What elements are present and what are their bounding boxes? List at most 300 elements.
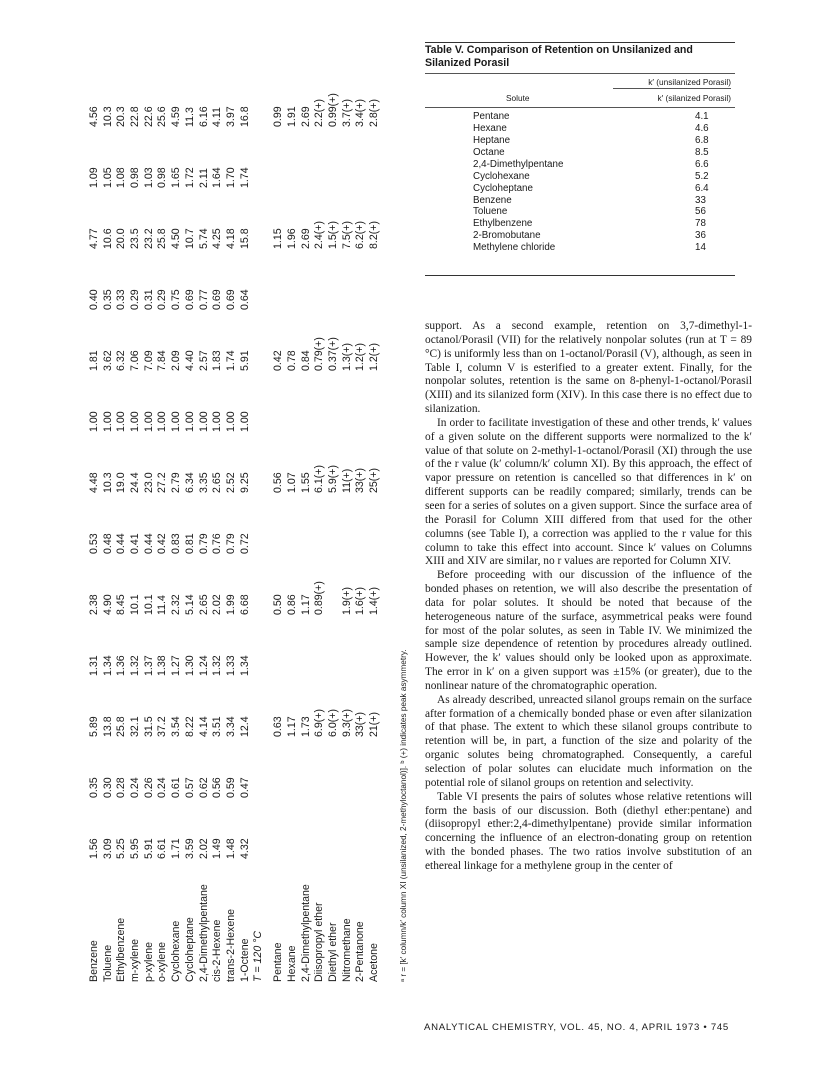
value-cell: 0.69 [211, 289, 224, 310]
value-cell: 2.09 [170, 350, 183, 371]
value-cell: 1.32 [129, 655, 142, 676]
rotated-table [88, 62, 408, 982]
solute-cell: trans-2-Hexene [224, 908, 237, 982]
value-cell: 0.24 [156, 777, 169, 798]
value-cell: 1.00 [238, 411, 251, 432]
value-cell: 1.9(+) [340, 587, 353, 615]
ratio-cell: 6.6 [695, 158, 709, 170]
value-cell: 11.4 [156, 595, 169, 615]
body-text [425, 320, 752, 1000]
table-v [425, 42, 735, 276]
value-cell [300, 127, 314, 188]
value-cell: 3.4(+) [354, 99, 367, 127]
table-row [425, 218, 735, 230]
table-footnote: ᵃ r = [k′ column/k′ column XI (unsilanized, 2-methyloctanol)]. ᵇ (+) indicates peak asymmetry. [398, 649, 408, 982]
value-cell: 6.9(+) [313, 709, 326, 737]
value-cell [272, 371, 286, 432]
value-cell: 10.6 [101, 228, 114, 249]
value-cell: 1.00 [170, 411, 183, 432]
header-unsilanized: k′ (unsilanized Porasil) [613, 77, 731, 89]
solute-cell: 1-Octene [238, 938, 251, 982]
value-cell [313, 615, 327, 676]
value-cell: 4.32 [238, 838, 251, 859]
value-cell: 0.79 [224, 533, 237, 554]
solute-cell: Methylene chloride [473, 242, 556, 254]
table-v-header [425, 73, 735, 108]
value-cell: 5.25 [115, 838, 128, 859]
value-cell: 7.5(+) [340, 221, 353, 249]
value-cell: 1.99 [224, 594, 237, 615]
value-cell: 1.34 [101, 655, 114, 676]
table-body-nonpolar [88, 62, 252, 982]
value-cell [300, 737, 314, 798]
value-cell [313, 127, 327, 188]
value-cell: 0.86 [285, 594, 298, 615]
value-cell: 0.44 [115, 533, 128, 554]
value-cell: 0.53 [88, 533, 100, 554]
table-row [425, 206, 735, 218]
table-row [354, 62, 368, 982]
value-cell [300, 249, 314, 310]
value-cell: 1.24 [197, 655, 210, 676]
ratio-cell: 4.6 [695, 123, 709, 135]
value-cell: 20.0 [115, 228, 128, 249]
table-row [368, 62, 382, 982]
value-cell: 1.00 [224, 411, 237, 432]
table-row [425, 147, 735, 159]
value-cell: 1.6(+) [354, 587, 367, 615]
value-cell [272, 737, 286, 798]
value-cell [313, 493, 327, 554]
value-cell: 22.8 [129, 106, 142, 127]
value-cell: 21(+) [368, 711, 381, 737]
solute-cell: Acetone [368, 943, 381, 982]
value-cell: 1.05 [101, 167, 114, 188]
value-cell: 1.09 [88, 167, 100, 188]
value-cell: 0.59 [224, 777, 237, 798]
value-cell: 5.89 [88, 716, 100, 737]
value-cell: 1.72 [183, 167, 196, 188]
value-cell: 10.1 [129, 594, 142, 615]
value-cell: 0.61 [170, 777, 183, 798]
value-cell [272, 493, 286, 554]
solute-cell: Pentane [272, 942, 285, 982]
value-cell [341, 249, 355, 310]
value-cell: 1.74 [224, 350, 237, 371]
ratio-cell: 14 [695, 242, 706, 254]
value-cell [313, 798, 327, 859]
value-cell: 0.47 [238, 777, 251, 798]
table-v-title: Table V. Comparison of Retention on Unsilanized and Silanized Porasil [425, 44, 693, 69]
value-cell [368, 615, 382, 676]
value-cell [368, 493, 382, 554]
value-cell: 2.8(+) [368, 99, 381, 127]
table-row [425, 171, 735, 183]
value-cell: 19.0 [115, 472, 128, 493]
value-cell: 10.1 [142, 594, 155, 615]
value-cell: 7.09 [142, 350, 155, 371]
value-cell: 0.69 [224, 289, 237, 310]
value-cell: 4.25 [211, 228, 224, 249]
value-cell: 24.4 [129, 472, 142, 493]
value-cell: 2.69 [299, 228, 312, 249]
table-row [425, 230, 735, 242]
table-row [129, 62, 143, 982]
value-cell: 6.16 [197, 106, 210, 127]
value-cell: 0.57 [183, 777, 196, 798]
value-cell: 0.31 [142, 289, 155, 310]
value-cell [368, 737, 382, 798]
value-cell: 2.4(+) [313, 221, 326, 249]
value-cell [286, 615, 300, 676]
solute-cell: Toluene [101, 944, 114, 982]
table-row [143, 62, 157, 982]
value-cell: 1.2(+) [354, 343, 367, 371]
value-cell: 4.90 [101, 594, 114, 615]
value-cell: 0.28 [115, 777, 128, 798]
ratio-cell: 36 [695, 230, 706, 242]
value-cell: 1.00 [88, 411, 100, 432]
value-cell: 1.70 [224, 167, 237, 188]
value-cell: 1.33 [224, 655, 237, 676]
paragraph-3: Before proceeding with our discussion of the influence of the bonded phases on retention, we will also describe the presentation of data for polar solutes. It should be noted that because of the heterogeneous nature of the surface, asymmetrical peaks were found for most of the polar solutes, as seen in Table IV. We minimized the sample size dependence of retention by procedures already outlined. However, the k′ values should only be looked upon as approximate. The error in k′ on a given support was ±15% (or greater), due to the nonlinear nature of the chromatographic operation. [425, 569, 752, 692]
value-cell: 0.79(+) [313, 337, 326, 371]
value-cell: 0.37(+) [327, 337, 339, 371]
value-cell: 1.34 [238, 655, 251, 676]
table-row [327, 62, 341, 982]
solute-cell: Toluene [473, 206, 508, 218]
value-cell: 31.5 [142, 716, 155, 737]
value-cell [327, 249, 341, 310]
value-cell: 1.64 [211, 167, 224, 188]
value-cell: 0.79 [197, 533, 210, 554]
value-cell [368, 798, 382, 859]
value-cell: 2.69 [299, 106, 312, 127]
value-cell: 37.2 [156, 716, 169, 737]
table-row [239, 62, 253, 982]
value-cell: 3.7(+) [340, 99, 353, 127]
value-cell: 0.30 [101, 777, 114, 798]
value-cell: 1.03 [142, 167, 155, 188]
value-cell: 12.4 [238, 716, 251, 737]
value-cell [272, 615, 286, 676]
value-cell: 1.48 [224, 838, 237, 859]
value-cell: 9.3(+) [340, 709, 353, 737]
value-cell: 1.74 [238, 167, 251, 188]
value-cell [341, 615, 355, 676]
value-cell [354, 127, 368, 188]
value-cell: 10.3 [101, 472, 114, 493]
value-cell: 1.00 [156, 411, 169, 432]
value-cell: 1.37 [142, 655, 155, 676]
table-row [225, 62, 239, 982]
value-cell: 1.5(+) [327, 221, 339, 249]
value-cell [354, 493, 368, 554]
solute-cell: p-xylene [142, 941, 155, 982]
ratio-cell: 6.4 [695, 182, 709, 194]
value-cell: 0.40 [88, 289, 100, 310]
value-cell: 22.6 [142, 106, 155, 127]
value-cell [272, 127, 286, 188]
value-cell [286, 737, 300, 798]
table-row [102, 62, 116, 982]
value-cell: 1.36 [115, 655, 128, 676]
value-cell: 2.32 [170, 594, 183, 615]
value-cell [327, 798, 341, 859]
table-row [341, 62, 355, 982]
value-cell: 0.76 [211, 533, 224, 554]
value-cell: 4.14 [197, 716, 210, 737]
table-row [425, 159, 735, 171]
ratio-cell: 5.2 [695, 170, 709, 182]
value-cell: 2.02 [197, 838, 210, 859]
value-cell: 0.41 [129, 533, 142, 554]
ratio-cell: 33 [695, 194, 706, 206]
paragraph-5: Table VI presents the pairs of solutes whose relative retentions will form the basis of our discussion. Both (diethyl ether:pentane) and (diisopropyl ether:2,4-dimethylpentane) provide similar information concerning the influence of an electron-donating group on retention with the bonded phases. The two ratios involve substitution of an ethereal linkage for a methylene group in the center of [425, 790, 752, 872]
table-row [272, 62, 286, 982]
value-cell [327, 127, 341, 188]
value-cell [327, 737, 341, 798]
value-cell [341, 798, 355, 859]
solute-cell: Cyclohexane [473, 170, 530, 182]
value-cell: 1.91 [285, 106, 298, 127]
value-cell: 33(+) [354, 711, 367, 737]
value-cell: 4.59 [170, 106, 183, 127]
value-cell: 4.48 [88, 472, 100, 493]
value-cell: 7.84 [156, 350, 169, 371]
ratio-cell: 8.5 [695, 146, 709, 158]
value-cell: 0.99(+) [327, 93, 339, 127]
value-cell: 4.40 [183, 350, 196, 371]
value-cell [327, 493, 341, 554]
value-cell [341, 493, 355, 554]
value-cell: 1.96 [285, 228, 298, 249]
value-cell: 1.00 [142, 411, 155, 432]
ratio-cell: 78 [695, 218, 706, 230]
value-cell: 6.32 [115, 350, 128, 371]
value-cell: 0.77 [197, 289, 210, 310]
value-cell: 3.09 [101, 838, 114, 859]
solute-cell: Hexane [285, 945, 298, 982]
value-cell: 1.27 [170, 655, 183, 676]
value-cell: 1.4(+) [368, 587, 381, 615]
value-cell: 11.3 [183, 107, 196, 127]
value-cell: 2.2(+) [313, 99, 326, 127]
value-cell: 0.63 [272, 716, 285, 737]
header-silanized: k′ (silanized Porasil) [657, 93, 731, 104]
value-cell: 0.64 [238, 289, 251, 310]
value-cell [327, 615, 341, 676]
value-cell: 20.3 [115, 106, 128, 127]
value-cell: 2.65 [211, 472, 224, 493]
value-cell: 3.51 [211, 716, 224, 737]
value-cell: 23.2 [142, 228, 155, 249]
value-cell: 6.2(+) [354, 221, 367, 249]
value-cell: 5.14 [183, 594, 196, 615]
value-cell: 1.08 [115, 167, 128, 188]
paragraph-1: support. As a second example, retention on 3,7-dimethyl-1-octanol/Porasil (VII) for the relatively nonpolar solutes (run at T = 89 °C) is uniformly less than on 1-octanol/Porasil (V), although, as seen in Table I, column V is esterified to a greater extent. Finally, for the nonpolar solutes, retention is the same on 8-phenyl-1-octanol/Porasil (XIII) and its silanized form (XIV). In this case there is no effect due to silanization. [425, 320, 752, 416]
value-cell: 3.62 [101, 350, 114, 371]
value-cell: 0.83 [170, 533, 183, 554]
value-cell: 2.52 [224, 472, 237, 493]
value-cell: 0.98 [156, 167, 169, 188]
value-cell: 1.30 [183, 655, 196, 676]
value-cell: 0.56 [211, 777, 224, 798]
value-cell: 0.81 [183, 533, 196, 554]
value-cell: 0.35 [88, 777, 100, 798]
value-cell: 9.25 [238, 472, 251, 493]
table-row [425, 183, 735, 195]
table-row [88, 62, 102, 982]
ratio-cell: 56 [695, 206, 706, 218]
value-cell: 0.29 [129, 289, 142, 310]
value-cell: 0.62 [197, 777, 210, 798]
solute-cell: Benzene [88, 940, 100, 982]
value-cell: 7.06 [129, 350, 142, 371]
value-cell: 0.35 [101, 289, 114, 310]
solute-cell: 2,4-Dimethylpentane [197, 884, 210, 982]
table-row [425, 242, 735, 254]
value-cell: 3.54 [170, 716, 183, 737]
value-cell: 6.0(+) [327, 709, 339, 737]
value-cell [286, 249, 300, 310]
value-cell: 3.97 [224, 106, 237, 127]
value-cell: 5.74 [197, 228, 210, 249]
solute-cell: Cycloheptane [183, 917, 196, 982]
value-cell: 1.00 [101, 411, 114, 432]
value-cell: 1.15 [272, 228, 285, 249]
value-cell [313, 249, 327, 310]
solute-cell: Ethylbenzene [115, 917, 128, 982]
table-row [425, 195, 735, 207]
value-cell [354, 615, 368, 676]
value-cell: 25(+) [368, 467, 381, 493]
value-cell: 8.45 [115, 594, 128, 615]
value-cell: 5.91 [142, 838, 155, 859]
value-cell [341, 127, 355, 188]
value-cell: 8.22 [183, 716, 196, 737]
solute-cell: Cyclohexane [170, 920, 183, 982]
value-cell: 0.26 [142, 777, 155, 798]
value-cell [354, 737, 368, 798]
value-cell [300, 615, 314, 676]
value-cell [368, 371, 382, 432]
rotated-table-content [88, 62, 408, 982]
value-cell: 1.07 [285, 472, 298, 493]
value-cell: 11(+) [340, 468, 353, 493]
value-cell: 0.33 [115, 289, 128, 310]
value-cell: 1.2(+) [368, 343, 381, 371]
table-row [115, 62, 129, 982]
solute-cell: 2,4-Dimethylpentane [473, 158, 564, 170]
value-cell: 0.78 [285, 350, 298, 371]
value-cell: 2.11 [197, 168, 210, 188]
value-cell: 25.8 [115, 716, 128, 737]
value-cell: 2.38 [88, 594, 100, 615]
value-cell [368, 127, 382, 188]
value-cell: 2.65 [197, 594, 210, 615]
value-cell: 4.77 [88, 228, 100, 249]
value-cell [354, 371, 368, 432]
table-row [170, 62, 184, 982]
value-cell: 2.79 [170, 472, 183, 493]
value-cell: 1.32 [211, 655, 224, 676]
value-cell: 2.02 [211, 594, 224, 615]
value-cell: 0.98 [129, 167, 142, 188]
value-cell: 15.8 [238, 228, 251, 249]
value-cell: 1.00 [197, 411, 210, 432]
value-cell: 0.29 [156, 289, 169, 310]
value-cell: 33(+) [354, 467, 367, 493]
value-cell: 1.00 [129, 411, 142, 432]
value-cell: 10.7 [183, 228, 196, 249]
table-body-polar [272, 62, 382, 982]
table-row [286, 62, 300, 982]
value-cell: 1.65 [170, 167, 183, 188]
value-cell: 1.00 [115, 411, 128, 432]
value-cell: 0.42 [272, 350, 285, 371]
value-cell: 6.68 [238, 594, 251, 615]
value-cell: 0.89(+) [313, 581, 326, 615]
table-row [211, 62, 225, 982]
value-cell: 16.8 [238, 106, 251, 127]
temperature-label: T = 120 °C [252, 930, 265, 982]
value-cell [272, 798, 286, 859]
value-cell: 0.24 [129, 777, 142, 798]
ratio-cell: 4.1 [695, 111, 709, 123]
value-cell [300, 493, 314, 554]
solute-cell: Diethyl ether [327, 922, 339, 982]
value-cell: 3.35 [197, 472, 210, 493]
value-cell: 0.84 [299, 350, 312, 371]
solute-cell: 2-Pentanone [354, 921, 367, 982]
value-cell [313, 371, 327, 432]
value-cell [327, 554, 341, 615]
solute-cell: Heptane [473, 135, 511, 146]
value-cell: 1.55 [299, 472, 312, 493]
value-cell: 5.95 [129, 838, 142, 859]
value-cell [300, 371, 314, 432]
value-cell: 1.17 [299, 594, 312, 615]
value-cell: 1.81 [88, 350, 100, 371]
solute-cell: m-xylene [129, 939, 142, 982]
value-cell [272, 249, 286, 310]
ratio-cell: 6.8 [695, 135, 709, 146]
solute-cell: Pentane [473, 111, 510, 123]
value-cell: 1.00 [211, 411, 224, 432]
value-cell [341, 737, 355, 798]
value-cell: 4.18 [224, 228, 237, 249]
value-cell [354, 249, 368, 310]
value-cell: 1.3(+) [340, 343, 353, 371]
value-cell: 0.42 [156, 533, 169, 554]
value-cell [286, 371, 300, 432]
value-cell [327, 371, 341, 432]
value-cell: 3.59 [183, 838, 196, 859]
solute-cell: 2,4-Dimethylpentane [299, 884, 312, 982]
table-row [425, 123, 735, 135]
value-cell: 25.8 [156, 228, 169, 249]
solute-cell: Octane [473, 146, 505, 158]
table-row [184, 62, 198, 982]
value-cell: 0.50 [272, 594, 285, 615]
value-cell: 23.5 [129, 228, 142, 249]
value-cell: 10.3 [101, 106, 114, 127]
value-cell: 6.61 [156, 838, 169, 859]
value-cell: 0.75 [170, 289, 183, 310]
value-cell [286, 493, 300, 554]
solute-cell: Diisopropyl ether [313, 902, 326, 982]
